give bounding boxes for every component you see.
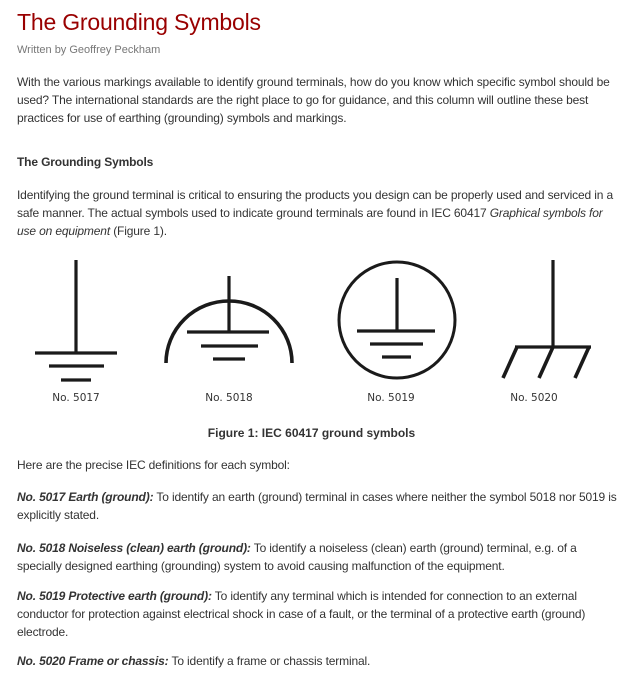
intro-paragraph — [17, 73, 617, 127]
definitions-intro: Here are the precise IEC definitions for each symbol: — [17, 458, 290, 472]
definition-term: No. 5018 Noiseless (clean) earth (ground): — [17, 541, 251, 555]
definition-term: No. 5020 Frame or chassis: — [17, 654, 169, 668]
section-heading: The Grounding Symbols — [17, 155, 154, 169]
ground-symbols-figure — [0, 250, 623, 410]
section-paragraph — [17, 186, 617, 240]
standard-title: Graphical symbols for use on equipment — [17, 206, 603, 238]
section-text-main: Identifying the ground terminal is critical to ensuring the products you design can be properly used and serviced in a safe manner. The actual symbols used to indicate ground terminals are found in IEC 60417 — [17, 188, 613, 220]
definition-text: To identify an earth (ground) terminal in cases where neither the symbol 5018 nor 5019 is explicitly stated. — [17, 490, 617, 522]
definition-text: To identify a noiseless (clean) earth (ground) terminal, e.g. of a specially designed earthing (grounding) system to avoid causing malfunction of the equipment. — [17, 541, 577, 573]
section-text-end: (Figure 1). — [110, 224, 167, 238]
symbol-label-5018: No. 5018 — [205, 392, 253, 404]
intro-text: With the various markings available to identify ground terminals, how do you know which specific symbol should be used? The international standards are the right place to go for guidance, and this column will outline these best practices for use of earthing (grounding) symbols and markings. — [17, 75, 610, 125]
definition-5019 — [17, 587, 617, 641]
definitions-intro-block — [17, 456, 617, 474]
noiseless-earth-icon — [166, 276, 292, 363]
definition-term: No. 5019 Protective earth (ground): — [17, 589, 212, 603]
definition-5018 — [17, 539, 617, 575]
definition-text: To identify a frame or chassis terminal. — [168, 654, 371, 668]
definition-5017 — [17, 488, 617, 524]
author-byline: Written by Geoffrey Peckham — [17, 44, 161, 56]
protective-earth-icon — [339, 262, 455, 378]
section-heading-block — [17, 153, 617, 171]
page-title: The Grounding Symbols — [17, 9, 261, 35]
earth-ground-icon — [35, 260, 117, 380]
symbol-label-5017: No. 5017 — [52, 392, 100, 404]
figure-caption: Figure 1: IEC 60417 ground symbols — [207, 426, 416, 440]
frame-chassis-icon — [503, 260, 591, 378]
symbol-label-5019: No. 5019 — [367, 392, 415, 404]
definition-term: No. 5017 Earth (ground): — [17, 490, 154, 504]
definition-5020 — [17, 652, 617, 670]
section-text — [17, 186, 617, 240]
figure-1 — [0, 250, 623, 410]
definition-text: To identify any terminal which is intended for connection to an external conductor for protection against electrical shock in case of a fault, or the terminal of a protective earth (ground) electrode. — [17, 589, 586, 639]
symbol-label-5020: No. 5020 — [510, 392, 558, 404]
